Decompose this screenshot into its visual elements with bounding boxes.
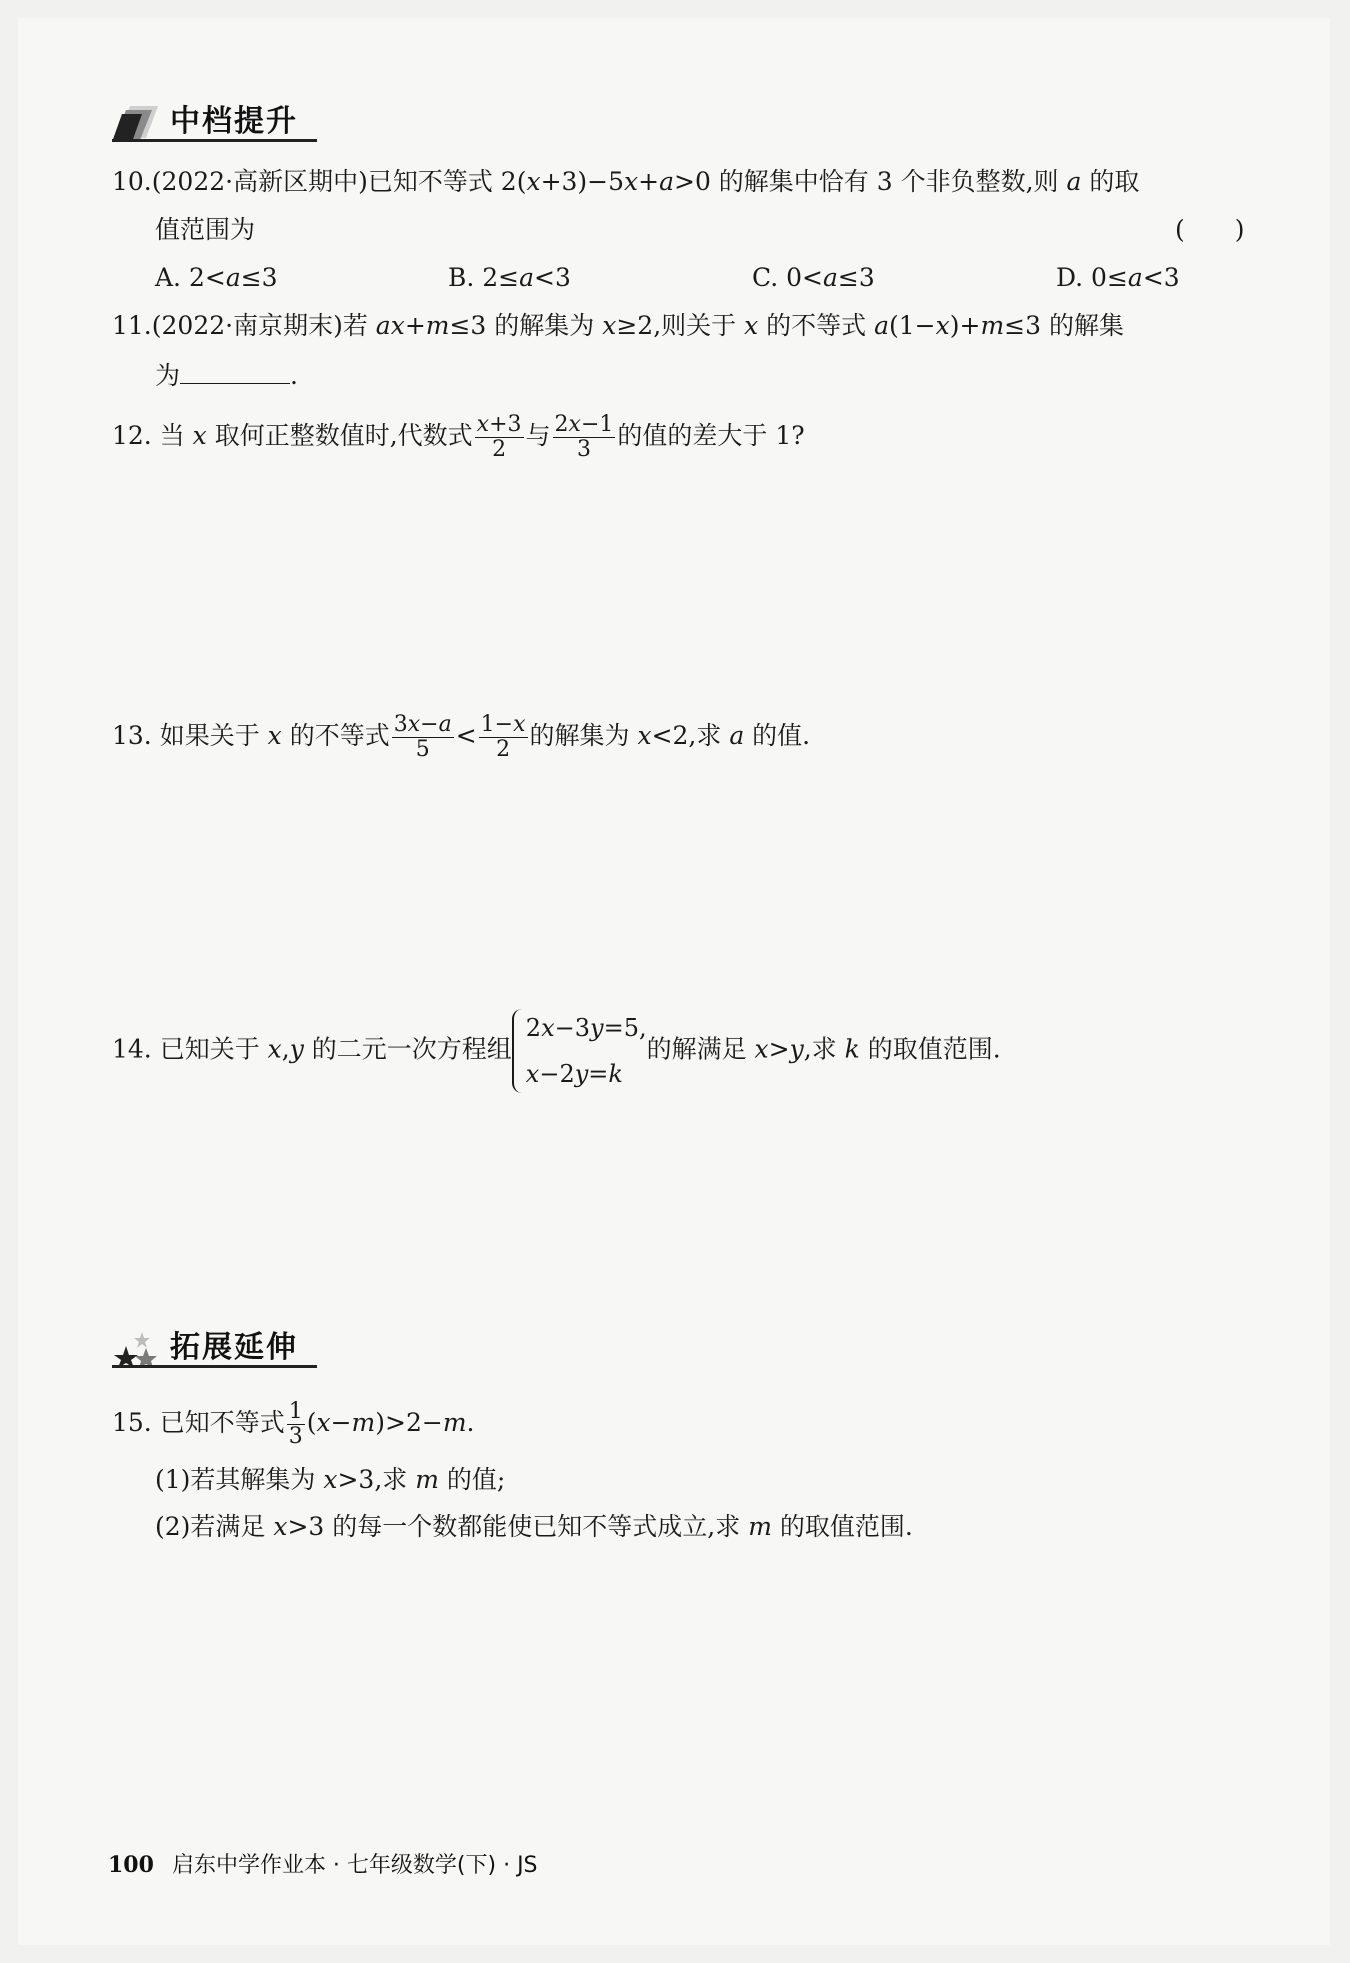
option-c: C. 0<a≤3 (752, 263, 875, 292)
question-11-line2: 为 . (155, 357, 298, 393)
question-13: 13. 如果关于 x 的不等式 $\frac{3x-a}{5}$ < $\frac{1-x}{2}$ 的解集为 x<2,求 a 的值. (112, 712, 811, 762)
question-10-line2: 值范围为 (155, 215, 256, 244)
answer-parentheses: ( ) (1175, 215, 1245, 244)
left-brace (512, 1009, 524, 1093)
fraction: $\frac{x+3}{2}$ (476, 412, 522, 462)
question-14: 14. 已知关于 x,y 的二元一次方程组 2x−3y=5, x−2y=k 的解满足 x>y,求 k 的取值范围. (112, 1005, 1001, 1097)
section-header-ext (112, 1320, 317, 1370)
book-icon (112, 98, 168, 142)
option-d: D. 0≤a<3 (1056, 263, 1180, 292)
equation-system: 2x−3y=5, x−2y=k (512, 1005, 647, 1097)
section-title: 拓展延伸 (170, 1330, 298, 1365)
answer-blank[interactable] (180, 357, 290, 384)
section-header-mid (112, 94, 317, 144)
fraction: $\frac{2x-1}{3}$ (554, 412, 614, 462)
page-number: 100 (108, 1852, 154, 1878)
question-15: 15. 已知不等式 $\frac{1}{3}$ (x−m)>2−m. (112, 1399, 475, 1449)
option-a: A. 2<a≤3 (155, 263, 278, 292)
question-10: 10.(2022·高新区期中)已知不等式 2(x+3)−5x+a>0 的解集中恰有 3 个非负整数,则 a 的取 (112, 167, 1140, 196)
fraction: $\frac{1}{3}$ (288, 1399, 303, 1449)
section-underline (112, 139, 317, 142)
worksheet-page (18, 18, 1330, 1945)
fraction: $\frac{1-x}{2}$ (480, 712, 526, 762)
question-12: 12. 当 x 取何正整数值时,代数式 $\frac{x+3}{2}$ 与 $\frac{2x-1}{3}$ 的值的差大于 1? (112, 412, 805, 462)
stars-icon (112, 1328, 168, 1368)
section-underline (112, 1365, 317, 1368)
option-b: B. 2≤a<3 (448, 263, 571, 292)
question-15-part1: (1)若其解集为 x>3,求 m 的值; (155, 1465, 506, 1494)
fraction: $\frac{3x-a}{5}$ (393, 712, 452, 762)
page-footer (108, 1848, 538, 1879)
question-15-part2: (2)若满足 x>3 的每一个数都能使已知不等式成立,求 m 的取值范围. (155, 1512, 913, 1541)
section-title: 中档提升 (170, 104, 298, 139)
book-title: 启东中学作业本 · 七年级数学(下) · JS (171, 1853, 538, 1878)
question-11: 11.(2022·南京期末)若 ax+m≤3 的解集为 x≥2,则关于 x 的不等式 a(1−x)+m≤3 的解集 (112, 311, 1124, 340)
